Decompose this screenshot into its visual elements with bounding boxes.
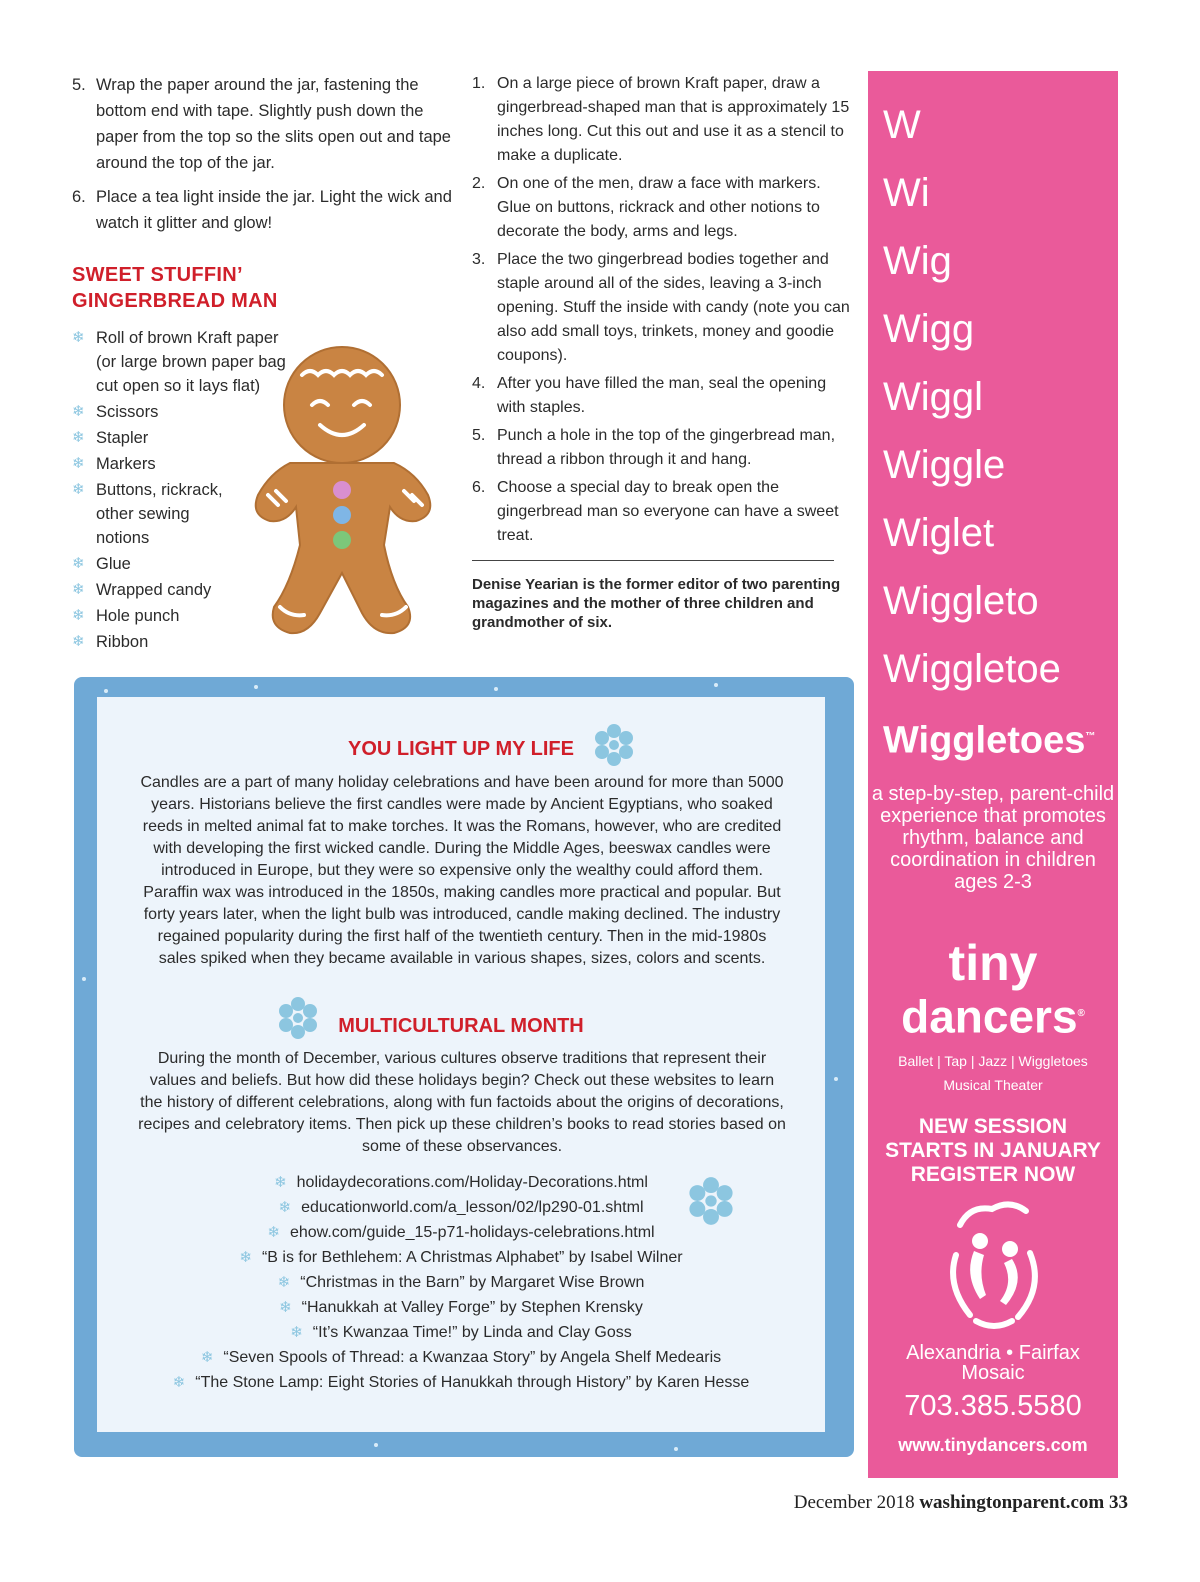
section-title: YOU LIGHT UP MY LIFE [348,738,574,760]
brand-name: tiny [948,935,1038,991]
snowflake-icon: ❄ [277,1274,291,1291]
list-item: ❄ “The Stone Lamp: Eight Stories of Hanukkah through History” by Karen Hesse [97,1370,825,1395]
candles-paragraph: Candles are a part of many holiday celebrations and have been around for more than 5000 years. Historians believe the first candles were made by Ancient Egyptians, who soaked reeds in melted animal fat to make torches. It was the Romans, however, who are credited with developing the first wicked candle. During the Middle Ages, beeswax candles were introduced in Europe, but they were so expensive only the wealthy could afford them. Paraffin wax was introduced in the 1850s, making candles more practical and popular. But forty years later, when the light bulb was introduced, candle making declined. The industry regained popularity during the first half of the twentieth century. Then in the mid-1980s sales spiked when they became available in various shapes, sizes, colors and scents. [140,774,784,967]
snowflake-icon: ❄ [72,455,85,472]
snowflake-icon: ❄ [72,481,85,498]
list-item: 4. After you have filled the man, seal the opening with staples. [472,375,827,416]
snow-speck [714,683,718,687]
snowflake-icon: ❄ [72,607,85,624]
list-item: ❄ Scissors [72,400,462,424]
ad-website-link[interactable]: www.tinydancers.com [898,1435,1088,1455]
list-item: 6. Choose a special day to break open the gingerbread man so everyone can have a sweet treat. [472,479,839,544]
snow-speck [104,689,108,693]
issue-date: December 2018 [793,1492,915,1513]
snowflake-icon [592,723,636,767]
divider [472,560,834,561]
tiny-dancers-ad[interactable] [868,71,1118,1478]
gingerbread-steps [472,72,854,548]
list-item: 2. On one of the men, draw a face with markers. Glue on buttons, rickrack and other notions to decorate the body, arms and legs. [472,175,821,240]
gingerbread-man-illustration [250,345,460,640]
snowflake-icon [276,996,320,1040]
snowflake-icon: ❄ [267,1224,280,1241]
list-item: ❄ Markers [72,452,462,476]
list-item: ❄ Wrapped candy [72,578,462,602]
list-item: ❄ Stapler [72,426,462,450]
snowflake-icon: ❄ [72,329,85,346]
snowflake-icon: ❄ [72,429,85,446]
snow-speck [674,1447,678,1451]
list-item: 6. Place a tea light inside the jar. Light the wick and watch it glitter and glow! [72,188,452,232]
list-item: ❄ Roll of brown Kraft paper (or large brown paper bag cut open so it lays flat) [72,326,462,398]
snow-speck [834,1077,838,1081]
snowflake-icon: ❄ [279,1299,292,1316]
author-bio: Denise Yearian is the former editor of two parenting magazines and the mother of three children and grandmother of six. [472,576,841,631]
middle-column [472,72,854,632]
list-item: 5. Wrap the paper around the jar, fastening the bottom end with tape. Slightly push down the paper from the top so the slits open out and tape around the top of the jar. [72,76,451,172]
list-item: ❄ “Seven Spools of Thread: a Kwanzaa Story” by Angela Shelf Medearis [97,1345,825,1370]
snowflake-icon: ❄ [278,1199,292,1216]
list-item[interactable]: ❄ holidaydecorations.com/Holiday-Decorations.html [97,1170,825,1195]
wiggletoes-ladder: W Wi Wig Wigg Wiggl Wiggle Wiglet Wiggleto Wiggletoe Wiggletoes™ [883,91,1095,775]
brand-name-line2: dancers® [901,990,1085,1043]
snow-speck [374,1443,378,1447]
snowflake-icon [686,1176,736,1226]
ad-tagline: a step-by-step, parent-child experience that promotes rhythm, balance and coordination in children ages 2-3 [871,783,1115,893]
ad-phone[interactable]: 703.385.5580 [904,1390,1082,1422]
snowflake-icon: ❄ [274,1174,287,1191]
section-title: MULTICULTURAL MONTH [338,1015,584,1037]
multicultural-paragraph: During the month of December, various cultures observe traditions that represent their values and beliefs. But how did these holidays begin? Check out these websites to learn the history of different celebrations, along with fun factoids about the origins of decorations, recipes and celebratory items. Then pick up these children’s books to read stories based on some of these observances. [138,1050,786,1155]
snowflake-icon: ❄ [172,1374,186,1391]
dancers-logo-icon [940,1195,1046,1335]
list-item: ❄ Ribbon [72,630,462,654]
list-item: ❄ “Christmas in the Barn” by Margaret Wise Brown [97,1270,825,1295]
list-item[interactable]: ❄ educationworld.com/a_lesson/02/lp290-01.shtml [97,1195,825,1220]
page-number: 33 [1109,1492,1128,1513]
list-item: ❄ “It’s Kwanzaa Time!” by Linda and Clay Goss [97,1320,825,1345]
list-item: ❄ Hole punch [72,604,462,628]
list-item: 3. Place the two gingerbread bodies together and staple around all of the sides, leaving a 3-inch opening. Stuff the inside with candy (note you can also add small toys, trinkets, money and goodie coupons). [472,251,850,364]
session-notice: NEW SESSION STARTS IN JANUARY REGISTER NOW [885,1115,1101,1186]
ad-locations: Alexandria • Fairfax Mosaic [906,1342,1080,1384]
snowflake-icon: ❄ [72,581,85,598]
jar-steps [72,72,462,236]
list-item: 5. Punch a hole in the top of the gingerbread man, thread a ribbon through it and hang. [472,427,836,468]
page-footer [794,1492,1128,1514]
list-item: ❄ “Hanukkah at Valley Forge” by Stephen Krensky [97,1295,825,1320]
list-item: ❄ Buttons, rickrack, other sewing notions [72,478,462,550]
site-name: washingtonparent.com [919,1492,1105,1513]
list-item[interactable]: ❄ ehow.com/guide_15-p71-holidays-celebrations.html [97,1220,825,1245]
list-item: ❄ “B is for Bethlehem: A Christmas Alphabet” by Isabel Wilner [97,1245,825,1270]
snowflake-icon: ❄ [72,555,85,572]
snowflake-icon: ❄ [72,633,85,650]
snow-speck [254,685,258,689]
snowflake-icon: ❄ [200,1349,214,1366]
wiggletoes-wordmark: Wiggletoes™ [883,719,1096,762]
list-item: 1. On a large piece of brown Kraft paper, draw a gingerbread-shaped man that is approximately 15 inches long. Cut this out and use it as a stencil to make a duplicate. [472,75,850,164]
recipe-title: SWEET STUFFIN’ GINGERBREAD MAN [72,264,278,312]
snow-speck [494,687,498,691]
snow-speck [82,977,86,981]
list-item: ❄ Glue [72,552,462,576]
snowflake-icon: ❄ [72,403,85,420]
class-list: Ballet | Tap | Jazz | Wiggletoes Musical Theater [898,1053,1088,1093]
snowflake-icon: ❄ [290,1324,303,1341]
snowflake-icon: ❄ [239,1249,252,1266]
